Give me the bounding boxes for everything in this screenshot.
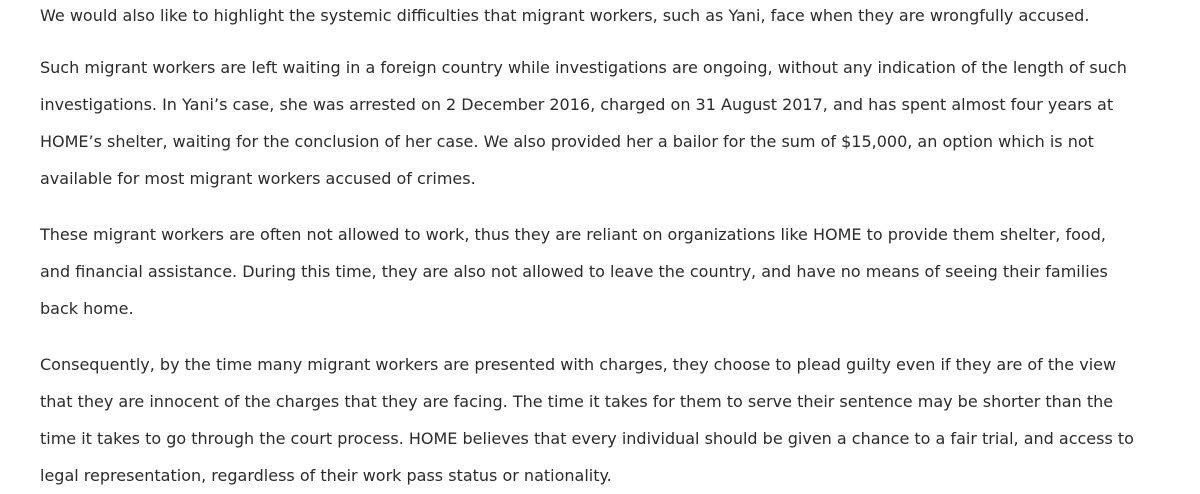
paragraph-plead-guilty: Consequently, by the time many migrant workers are presented with charges, they choose to plead guilty even if they are of the view that they are innocent of the charges that they are facing. The time it takes for them to serve their sentence may be shorter than the time it takes to go through the court process. HOME believes that every individual should be given a chance to a fair trial, and access to legal representation, regardless of their work pass status or nationality. — [40, 355, 1134, 485]
article-body — [40, 0, 1140, 494]
paragraph-waiting-investigations: Such migrant workers are left waiting in a foreign country while investigations are ongoing, without any indication of the length of such investigations. In Yani’s case, she was arrested on 2 December 2016, charged on 31 August 2017, and has spent almost four years at HOME’s shelter, waiting for the conclusion of her case. We also provided her a bailor for the sum of $15,000, an option which is not available for most migrant workers accused of crimes. — [40, 58, 1127, 188]
paragraph-not-allowed-to-work: These migrant workers are often not allowed to work, thus they are reliant on organizations like HOME to provide them shelter, food, and financial assistance. During this time, they are also not allowed to leave the country, and have no means of seeing their families back home. — [40, 225, 1108, 318]
paragraph-systemic-difficulties: We would also like to highlight the systemic difficulties that migrant workers, such as Yani, face when they are wrongfully accused. — [40, 6, 1090, 25]
